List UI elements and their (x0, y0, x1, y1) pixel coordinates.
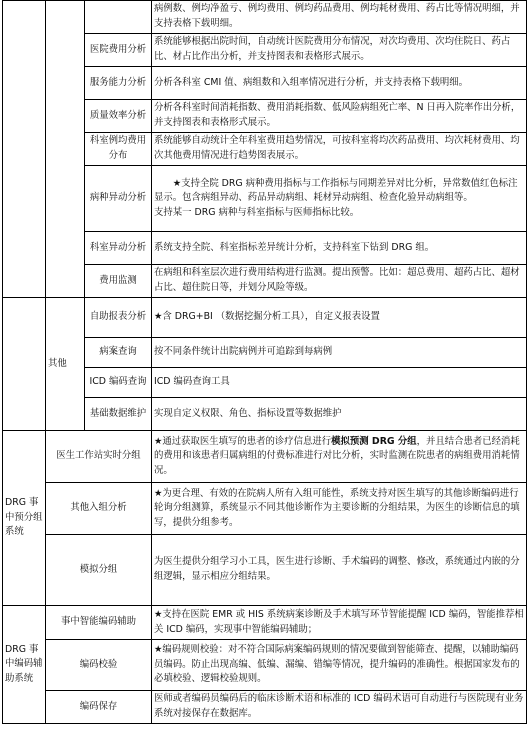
feature-desc: ★为更合理、有效的在院病人所有入组可能性，系统支持对医生填写的其他诊断编码进行轮询分组测算，系统显示不同其他诊断作为主要诊断的分组结果，为医生的诊断信息的填写，提供分组参考。 (152, 483, 527, 535)
spec-table (2, 0, 527, 724)
feature-desc: 分析各科室时间消耗指数、费用消耗指数、低风险病组死亡率、N 日再入院率作出分析，并支持图表和表格形式展示。 (152, 100, 527, 133)
feature-name: 模拟分组 (46, 535, 152, 606)
empty-cell (3, 1, 46, 298)
feature-desc: 病例数、例均净盈亏、例均费用、例均药品费用、例均耗材费用、药占比等情况明细，并支持表格下载明细。 (152, 1, 527, 34)
table-row (3, 298, 527, 338)
feature-name: 费用监测 (85, 265, 152, 298)
feature-name: 编码保存 (46, 691, 152, 724)
feature-name: 病案查询 (85, 338, 152, 368)
feature-desc: ★含 DRG+BI （数据挖掘分析工具），自定义报表设置 (152, 298, 527, 338)
feature-name: 自助报表分析 (85, 298, 152, 338)
feature-desc: 医师或者编码员编码后的临床诊断术语和标准的 ICD 编码术语可自动进行与医院现有业务系统对接保存在数据库。 (152, 691, 527, 724)
feature-desc: ★支持在医院 EMR 或 HIS 系统病案诊断及手术填写环节智能提醒 ICD 编码，智能推荐相关 ICD 编码，实现事中智能编码辅助； (152, 606, 527, 640)
feature-desc: 系统能够根据出院时间，自动统计医院费用分布情况，对次均费用、次均住院日、药占比、材占比作出分析，并支持图表和表格形式展示。 (152, 34, 527, 67)
table-row (3, 640, 527, 691)
table-row (3, 691, 527, 724)
feature-name (85, 1, 152, 34)
feature-desc (152, 166, 527, 232)
feature-name: 编码校验 (46, 640, 152, 691)
feature-name: 医生工作站实时分组 (46, 431, 152, 483)
table-row (3, 431, 527, 483)
table-row (3, 1, 527, 34)
empty-cell (46, 1, 85, 298)
feature-desc (152, 431, 527, 483)
desc-bold: 模拟预测 DRG 分组 (331, 435, 417, 447)
feature-name: 科室异动分析 (85, 232, 152, 265)
feature-name: 其他入组分析 (46, 483, 152, 535)
desc-line: 支持某一 DRG 病种与科室指标与医师指标比较。 (154, 206, 360, 218)
group-label: 其他 (46, 298, 85, 431)
feature-desc: 按不同条件统计出院病例并可追踪到每病例 (152, 338, 527, 368)
table-row (3, 483, 527, 535)
feature-desc: 在病组和科室层次进行费用结构进行监测。提出预警。比如：超总费用、超药占比、超材占比、超住院日等，并划分风险等级。 (152, 265, 527, 298)
desc-text: ，并且结合患者已经消耗的费用和该患者归属病组的付费标准进行对比分析，实时监测在院患者的病组费用消耗情况。 (154, 435, 520, 476)
feature-desc: 为医生提供分组学习小工具，医生进行诊断、手术编码的调整、修改，系统通过内嵌的分组逻辑，显示相应分组结果。 (152, 535, 527, 606)
feature-name: 医院费用分析 (85, 34, 152, 67)
feature-name: 质量效率分析 (85, 100, 152, 133)
feature-desc: ICD 编码查询工具 (152, 368, 527, 398)
feature-desc: 实现自定义权限、角色、指标设置等数据维护 (152, 398, 527, 431)
table-row (3, 535, 527, 606)
system-label: DRG 事中编码辅助系统 (3, 606, 46, 724)
feature-name: 基础数据维护 (85, 398, 152, 431)
feature-name: 事中智能编码辅助 (46, 606, 152, 640)
feature-name: 科室例均费用分布 (85, 133, 152, 166)
feature-desc: 系统支持全院、科室指标差异统计分析，支持科室下钻到 DRG 组。 (152, 232, 527, 265)
desc-text: ★通过获取医生填写的患者的诊疗信息进行 (154, 435, 332, 447)
empty-cell (3, 298, 46, 431)
feature-name: ICD 编码查询 (85, 368, 152, 398)
feature-name: 服务能力分析 (85, 67, 152, 100)
feature-name: 病种异动分析 (85, 166, 152, 232)
feature-desc: ★编码规则校验：对不符合国际病案编码规则的情况要做到智能筛查、提醒，以辅助编码员编码。防止出现高编、低编、漏编、错编等情况，提升编码的准确性。根据国家发布的必填校验、逻辑校验规则。 (152, 640, 527, 691)
feature-desc: 分析各科室 CMI 值、病组数和入组率情况进行分析，并支持表格下载明细。 (152, 67, 527, 100)
table-row (3, 606, 527, 640)
desc-line: ★支持全院 DRG 病种费用指标与工作指标与同期差异对比分析，异常数值红色标注显示。包含病组异动、药品异动病组、耗材异动病组、检查化验异动病组等。 (154, 177, 518, 204)
feature-desc: 系统能够自动统计全年科室费用趋势情况，可按科室将均次药品费用、均次耗材费用、均次其他费用情况进行趋势图表展示。 (152, 133, 527, 166)
system-label: DRG 事中预分组系统 (3, 431, 46, 606)
